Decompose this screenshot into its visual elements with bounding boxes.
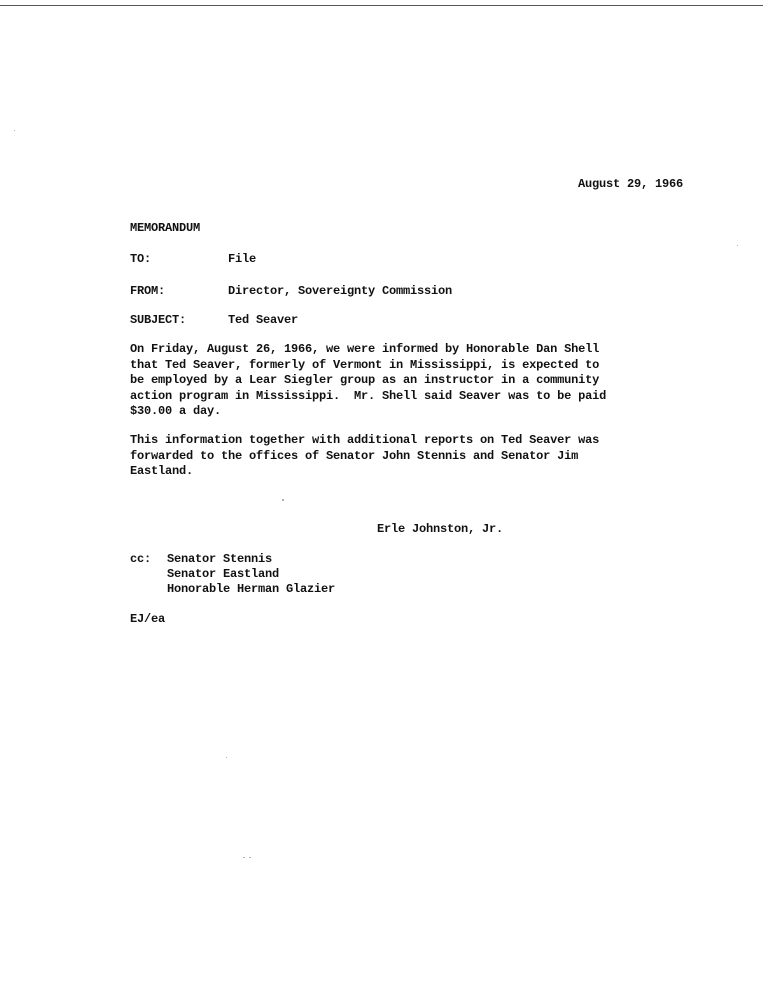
cc-label: cc: [130,552,152,566]
scan-speck [243,857,245,858]
body-line: This information together with additional reports on Ted Seaver was [130,433,600,447]
top-border-line [0,5,763,6]
to-value: File [228,252,257,266]
cc-item: Senator Eastland [167,567,280,581]
memo-date: August 29, 1966 [578,177,684,191]
cc-item: Senator Stennis [167,552,273,566]
body-line: action program in Mississippi. Mr. Shell said Seaver was to be paid [130,388,607,403]
scan-speck [226,757,227,758]
to-label: TO: [130,252,152,266]
cc-item: Honorable Herman Glazier [167,582,336,596]
body-line: On Friday, August 26, 1966, we were informed by Honorable Dan Shell [130,342,600,356]
memo-heading: MEMORANDUM [130,221,201,235]
scan-speck [282,499,284,501]
body-line: $30.00 a day. [130,404,222,418]
body-line: forwarded to the offices of Senator John Stennis and Senator Jim [130,448,579,463]
scan-speck [249,857,251,858]
from-label: FROM: [130,284,166,298]
body-line: Eastland. [130,464,194,478]
body-line: that Ted Seaver, formerly of Vermont in Mississippi, is expected to [130,357,600,372]
subject-label: SUBJECT: [130,313,187,327]
scan-speck [737,245,738,246]
subject-value: Ted Seaver [228,313,299,327]
body-line: be employed by a Lear Siegler group as an instructor in a community [130,373,600,387]
from-value: Director, Sovereignty Commission [228,284,453,298]
scan-speck [14,130,15,131]
signature: Erle Johnston, Jr. [377,522,504,536]
typist-initials: EJ/ea [130,612,166,626]
